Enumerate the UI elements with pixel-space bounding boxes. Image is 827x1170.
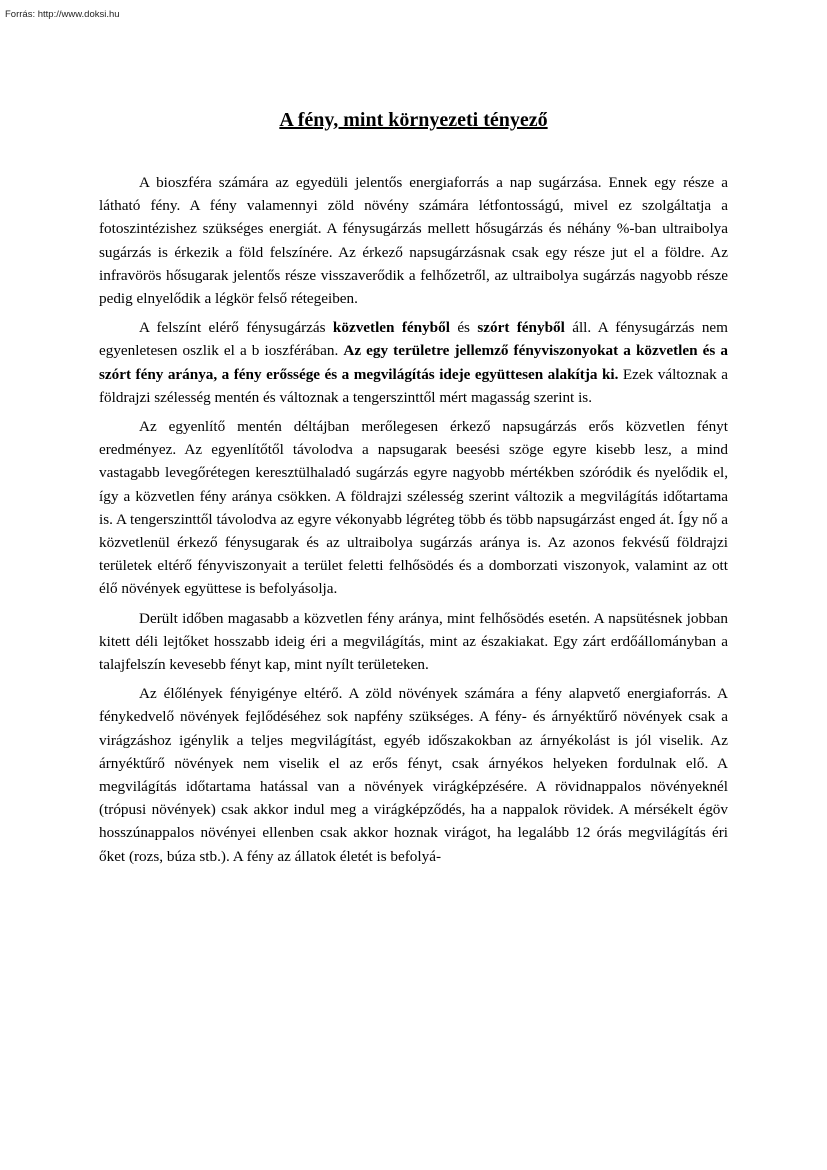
paragraph-5: Az élőlények fényigénye eltérő. A zöld növények számára a fény alapvető energiaforrás. A fénykedvelő növények fejlődéséhez sok napfény szükséges. A fény- és árnyéktűrő növények csak a virágzáshoz igénylik a teljes megvilágítást, egyéb időszakokban az árnyékolást is jól viselik. Az árnyéktűrő növények nem viselik el az erős fényt, csak árnyékos helyeken fordulnak elő. A megvilágítás időtartama hatással van a növények virágképzésére. A rövidnappalos növényeknél (trópusi növények) csak akkor indul meg a virágképződés, ha a nappalok rövidek. A mérsékelt égöv hosszúnappalos növényei ellenben csak akkor hoznak virágot, ha legalább 12 órás megvilágítás éri őket (rozs, búza stb.). A fény az állatok életét is befolyá- [99,685,728,865]
paragraph-2-text-4: Ezek változnak a földrajzi szélesség mentén és változnak a tengerszinttől mért magasság szerint is. [99,365,728,406]
paragraph-2-text-3: áll. A fénysugárzás nem egyenletesen oszlik el a b ioszférában. [99,319,728,360]
document-body [99,171,728,874]
paragraph-2-bold-2: szórt fényből [477,319,565,337]
page-title: A fény, mint környezeti tényező [279,109,548,131]
paragraph-2-text-2: és [449,319,478,337]
paragraph-1: A bioszféra számára az egyedüli jelentős energiaforrás a nap sugárzása. Ennek egy része a látható fény. A fény valamennyi zöld növény számára létfontosságú, mivel ez szolgáltatja a fotoszintézishez szükséges energiát. A fénysugárzás mellett hősugárzás és néhány %-ban ultraibolya sugárzás is érkezik a föld felszínére. Az érkező napsugárzásnak csak egy része jut el a földre. Az infravörös hősugarak jelentős része visszaverődik a felhőzetről, az ultraibolya sugárzás nagyobb része pedig elnyelődik a légkör felső rétegeiben. [99,174,728,308]
paragraph-3: Az egyenlítő mentén déltájban merőlegesen érkező napsugárzás erős közvetlen fényt eredményez. Az egyenlítőtől távolodva a napsugarak beesési szöge egyre kisebb lesz, a mind vastagabb levegőrétegen keresztülhaladó sugárzás egyre nagyobb mértékben szóródik és nyelődik el, így a közvetlen fény aránya csökken. A földrajzi szélesség szerint változik a megvilágítás időtartama is. A tengerszinttől távolodva az egyre vékonyabb légréteg több és több napsugárzást enged át. Így nő a közvetlenül érkező fénysugarak és az ultraibolya sugárzás aránya is. Az azonos fekvésű földrajzi területek eltérő fényviszonyait a terület feletti felhősödés és a domborzati viszonyok, valamint az ott élő növények együttese is befolyásolja. [99,418,728,598]
paragraph-2-bold-3: Az egy területre jellemző fényviszonyokat a közvetlen és a szórt fény aránya, a fény erőssége és a megvilágítás ideje együttesen alakítja ki. [99,342,728,383]
paragraph-2-bold-1: közvetlen fényből [332,319,450,337]
paragraph-4: Derült időben magasabb a közvetlen fény aránya, mint felhősödés esetén. A napsütésnek jobban kitett déli lejtőket hosszabb ideig éri a megvilágítás, mint az északiakat. Egy zárt erdőállományban a talajfelszín kevesebb fényt kap, mint nyílt területeken. [99,609,728,674]
paragraph-2-text-1: A felszínt elérő fénysugárzás [139,319,333,337]
source-label: Forrás: http://www.doksi.hu [5,9,120,20]
paragraph-2 [99,316,728,409]
